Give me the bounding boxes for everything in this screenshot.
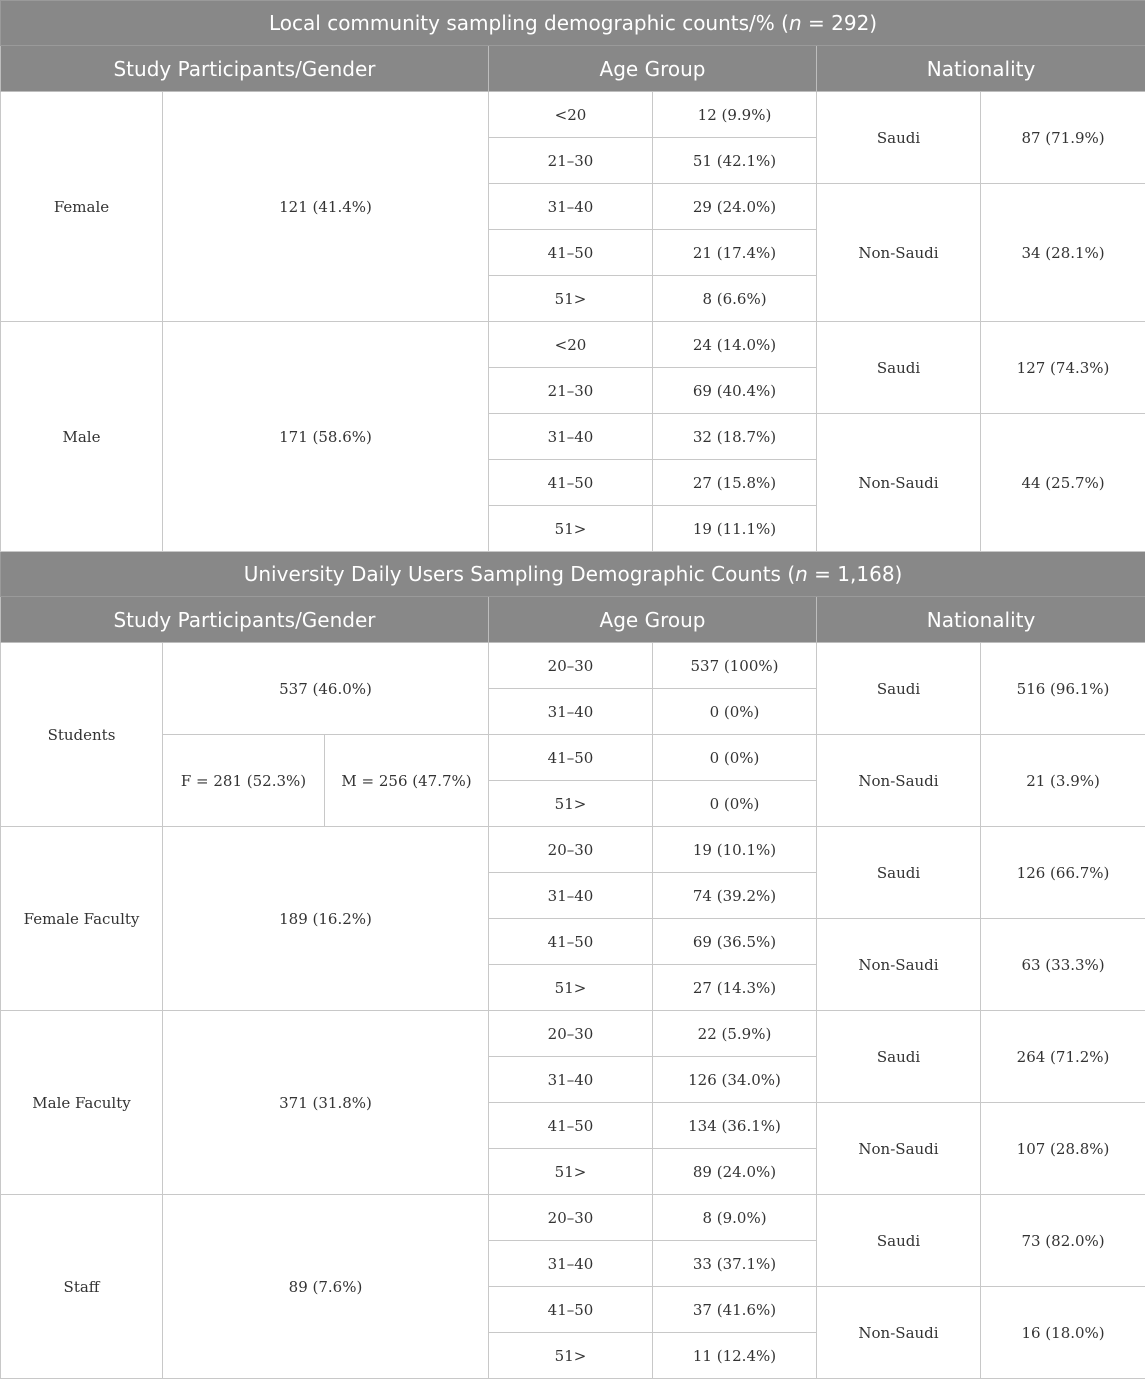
age-group: 31–40 bbox=[489, 414, 653, 460]
age-group: 31–40 bbox=[489, 184, 653, 230]
age-group: 20–30 bbox=[489, 827, 653, 873]
nationality-label: Saudi bbox=[817, 92, 981, 184]
age-count: 8 (6.6%) bbox=[653, 276, 817, 322]
age-group: 51> bbox=[489, 1149, 653, 1195]
age-count: 19 (11.1%) bbox=[653, 506, 817, 552]
nationality-count: 516 (96.1%) bbox=[981, 643, 1145, 735]
age-group: 41–50 bbox=[489, 230, 653, 276]
group-label: Female bbox=[1, 92, 163, 322]
age-group: 41–50 bbox=[489, 460, 653, 506]
age-count: 33 (37.1%) bbox=[653, 1241, 817, 1287]
age-count: 22 (5.9%) bbox=[653, 1011, 817, 1057]
group-label: Students bbox=[1, 643, 163, 827]
age-count: 0 (0%) bbox=[653, 689, 817, 735]
table-row bbox=[1, 735, 1145, 781]
table-row bbox=[1, 643, 1145, 689]
age-group: 31–40 bbox=[489, 1241, 653, 1287]
nationality-label: Saudi bbox=[817, 827, 981, 919]
nationality-label: Non-Saudi bbox=[817, 1103, 981, 1195]
nationality-count: 264 (71.2%) bbox=[981, 1011, 1145, 1103]
age-count: 51 (42.1%) bbox=[653, 138, 817, 184]
age-group: 51> bbox=[489, 965, 653, 1011]
age-count: 24 (14.0%) bbox=[653, 322, 817, 368]
age-group: 21–30 bbox=[489, 138, 653, 184]
age-count: 0 (0%) bbox=[653, 735, 817, 781]
group-label: Male bbox=[1, 322, 163, 552]
nationality-count: 63 (33.3%) bbox=[981, 919, 1145, 1011]
section2-title: University Daily Users Sampling Demographic Counts (n = 1,168) bbox=[1, 552, 1145, 597]
nationality-count: 21 (3.9%) bbox=[981, 735, 1145, 827]
age-group: 41–50 bbox=[489, 1103, 653, 1149]
age-count: 134 (36.1%) bbox=[653, 1103, 817, 1149]
age-group: 31–40 bbox=[489, 689, 653, 735]
age-count: 89 (24.0%) bbox=[653, 1149, 817, 1195]
group-count: 189 (16.2%) bbox=[163, 827, 489, 1011]
nationality-count: 73 (82.0%) bbox=[981, 1195, 1145, 1287]
age-count: 126 (34.0%) bbox=[653, 1057, 817, 1103]
nationality-label: Non-Saudi bbox=[817, 184, 981, 322]
female-count: F = 281 (52.3%) bbox=[163, 735, 325, 827]
table-row bbox=[1, 1011, 1145, 1057]
age-group: 20–30 bbox=[489, 643, 653, 689]
age-count: 27 (15.8%) bbox=[653, 460, 817, 506]
age-count: 11 (12.4%) bbox=[653, 1333, 817, 1379]
group-count: 89 (7.6%) bbox=[163, 1195, 489, 1379]
age-count: 12 (9.9%) bbox=[653, 92, 817, 138]
nationality-count: 16 (18.0%) bbox=[981, 1287, 1145, 1379]
section1-header-nationality: Nationality bbox=[817, 46, 1145, 92]
section2-header-participants: Study Participants/Gender bbox=[1, 597, 489, 643]
age-group: <20 bbox=[489, 322, 653, 368]
group-label: Staff bbox=[1, 1195, 163, 1379]
age-count: 69 (40.4%) bbox=[653, 368, 817, 414]
age-count: 0 (0%) bbox=[653, 781, 817, 827]
age-count: 8 (9.0%) bbox=[653, 1195, 817, 1241]
group-count: 121 (41.4%) bbox=[163, 92, 489, 322]
nationality-label: Saudi bbox=[817, 643, 981, 735]
nationality-count: 127 (74.3%) bbox=[981, 322, 1145, 414]
age-group: 21–30 bbox=[489, 368, 653, 414]
age-count: 32 (18.7%) bbox=[653, 414, 817, 460]
group-count: 371 (31.8%) bbox=[163, 1011, 489, 1195]
nationality-label: Non-Saudi bbox=[817, 414, 981, 552]
age-group: 41–50 bbox=[489, 735, 653, 781]
age-count: 29 (24.0%) bbox=[653, 184, 817, 230]
group-count: 171 (58.6%) bbox=[163, 322, 489, 552]
section1-header-age-group: Age Group bbox=[489, 46, 817, 92]
age-group: 31–40 bbox=[489, 873, 653, 919]
table-row bbox=[1, 1195, 1145, 1241]
nationality-count: 107 (28.8%) bbox=[981, 1103, 1145, 1195]
age-group: 31–40 bbox=[489, 1057, 653, 1103]
nationality-label: Non-Saudi bbox=[817, 735, 981, 827]
group-label: Male Faculty bbox=[1, 1011, 163, 1195]
age-count: 21 (17.4%) bbox=[653, 230, 817, 276]
table-row bbox=[1, 92, 1145, 138]
age-group: 51> bbox=[489, 1333, 653, 1379]
section1-header-participants: Study Participants/Gender bbox=[1, 46, 489, 92]
nationality-count: 34 (28.1%) bbox=[981, 184, 1145, 322]
nationality-label: Saudi bbox=[817, 322, 981, 414]
section1-title: Local community sampling demographic counts/% (n = 292) bbox=[1, 1, 1145, 46]
section2-header-nationality: Nationality bbox=[817, 597, 1145, 643]
nationality-label: Saudi bbox=[817, 1011, 981, 1103]
nationality-label: Saudi bbox=[817, 1195, 981, 1287]
age-count: 19 (10.1%) bbox=[653, 827, 817, 873]
age-group: 41–50 bbox=[489, 919, 653, 965]
group-count: 537 (46.0%) bbox=[163, 643, 489, 735]
age-group: 51> bbox=[489, 506, 653, 552]
group-label: Female Faculty bbox=[1, 827, 163, 1011]
age-group: 20–30 bbox=[489, 1195, 653, 1241]
section2-header-age-group: Age Group bbox=[489, 597, 817, 643]
male-count: M = 256 (47.7%) bbox=[325, 735, 489, 827]
age-count: 74 (39.2%) bbox=[653, 873, 817, 919]
table-row bbox=[1, 322, 1145, 368]
nationality-count: 87 (71.9%) bbox=[981, 92, 1145, 184]
age-group: 20–30 bbox=[489, 1011, 653, 1057]
age-group: 51> bbox=[489, 781, 653, 827]
nationality-label: Non-Saudi bbox=[817, 919, 981, 1011]
age-group: 41–50 bbox=[489, 1287, 653, 1333]
age-count: 37 (41.6%) bbox=[653, 1287, 817, 1333]
age-group: 51> bbox=[489, 276, 653, 322]
nationality-label: Non-Saudi bbox=[817, 1287, 981, 1379]
nationality-count: 126 (66.7%) bbox=[981, 827, 1145, 919]
nationality-count: 44 (25.7%) bbox=[981, 414, 1145, 552]
age-count: 537 (100%) bbox=[653, 643, 817, 689]
age-count: 27 (14.3%) bbox=[653, 965, 817, 1011]
table-row bbox=[1, 827, 1145, 873]
age-count: 69 (36.5%) bbox=[653, 919, 817, 965]
age-group: <20 bbox=[489, 92, 653, 138]
